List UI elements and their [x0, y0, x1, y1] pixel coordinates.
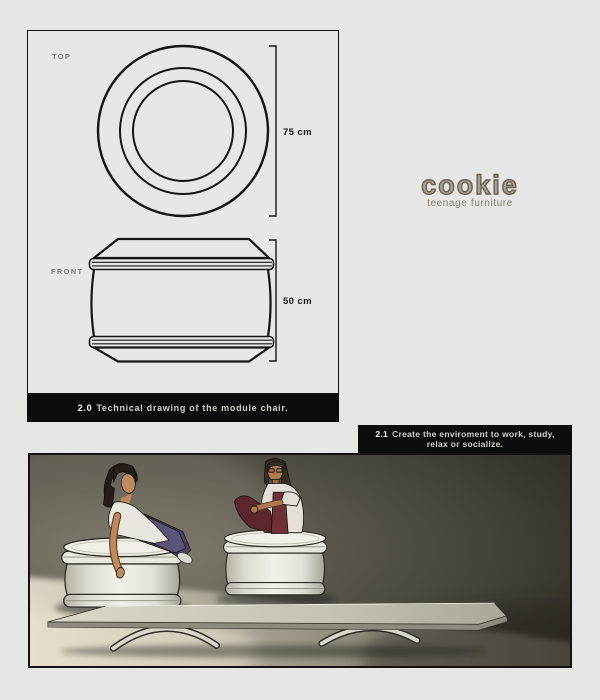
caption-2-0-number: 2.0: [77, 403, 93, 413]
inner-circle: [133, 81, 233, 181]
front-bottom-band-lines: [92, 340, 272, 344]
person-right-sleeve: [280, 492, 300, 506]
render-photo: [28, 453, 572, 668]
caption-2-0: [27, 394, 339, 422]
front-left-side: [91, 270, 94, 337]
technical-drawing-svg: [28, 31, 338, 393]
top-view-circles: [98, 46, 268, 216]
front-view-label: FRONT: [51, 267, 84, 276]
caption-2-1-line2: relax or socialize.: [426, 439, 504, 449]
middle-circle: [120, 68, 246, 194]
brand-logo: [386, 172, 554, 209]
module-chair-right: [224, 530, 327, 595]
caption-2-1-text: Create the enviroment to work, study,: [392, 428, 555, 439]
top-dimension-label: 75 cm: [283, 127, 312, 138]
brand-tagline: teenage furniture: [427, 198, 513, 209]
person-right-hand: [251, 506, 258, 513]
top-view-label: TOP: [52, 52, 72, 61]
front-top-lid: [94, 239, 269, 258]
render-scene: [30, 455, 570, 666]
front-bottom-band: [90, 337, 274, 348]
front-view-drawing: [90, 239, 274, 362]
caption-2-0-text: Technical drawing of the module chair.: [96, 403, 289, 413]
caption-2-1-line1: [375, 429, 554, 440]
front-right-side: [268, 270, 271, 337]
brand-wordmark: cookie: [421, 170, 519, 200]
front-bottom-lid: [94, 348, 269, 362]
caption-2-1-number: 2.1: [375, 428, 389, 439]
front-top-band-lines: [92, 262, 272, 266]
top-dimension-bracket: [269, 46, 276, 216]
caption-2-1: [358, 425, 572, 453]
technical-drawing-panel: [27, 30, 339, 394]
front-dimension-label: 50 cm: [283, 296, 312, 307]
front-top-band: [90, 259, 274, 270]
outer-circle: [98, 46, 268, 216]
bench-shadow: [60, 645, 487, 658]
